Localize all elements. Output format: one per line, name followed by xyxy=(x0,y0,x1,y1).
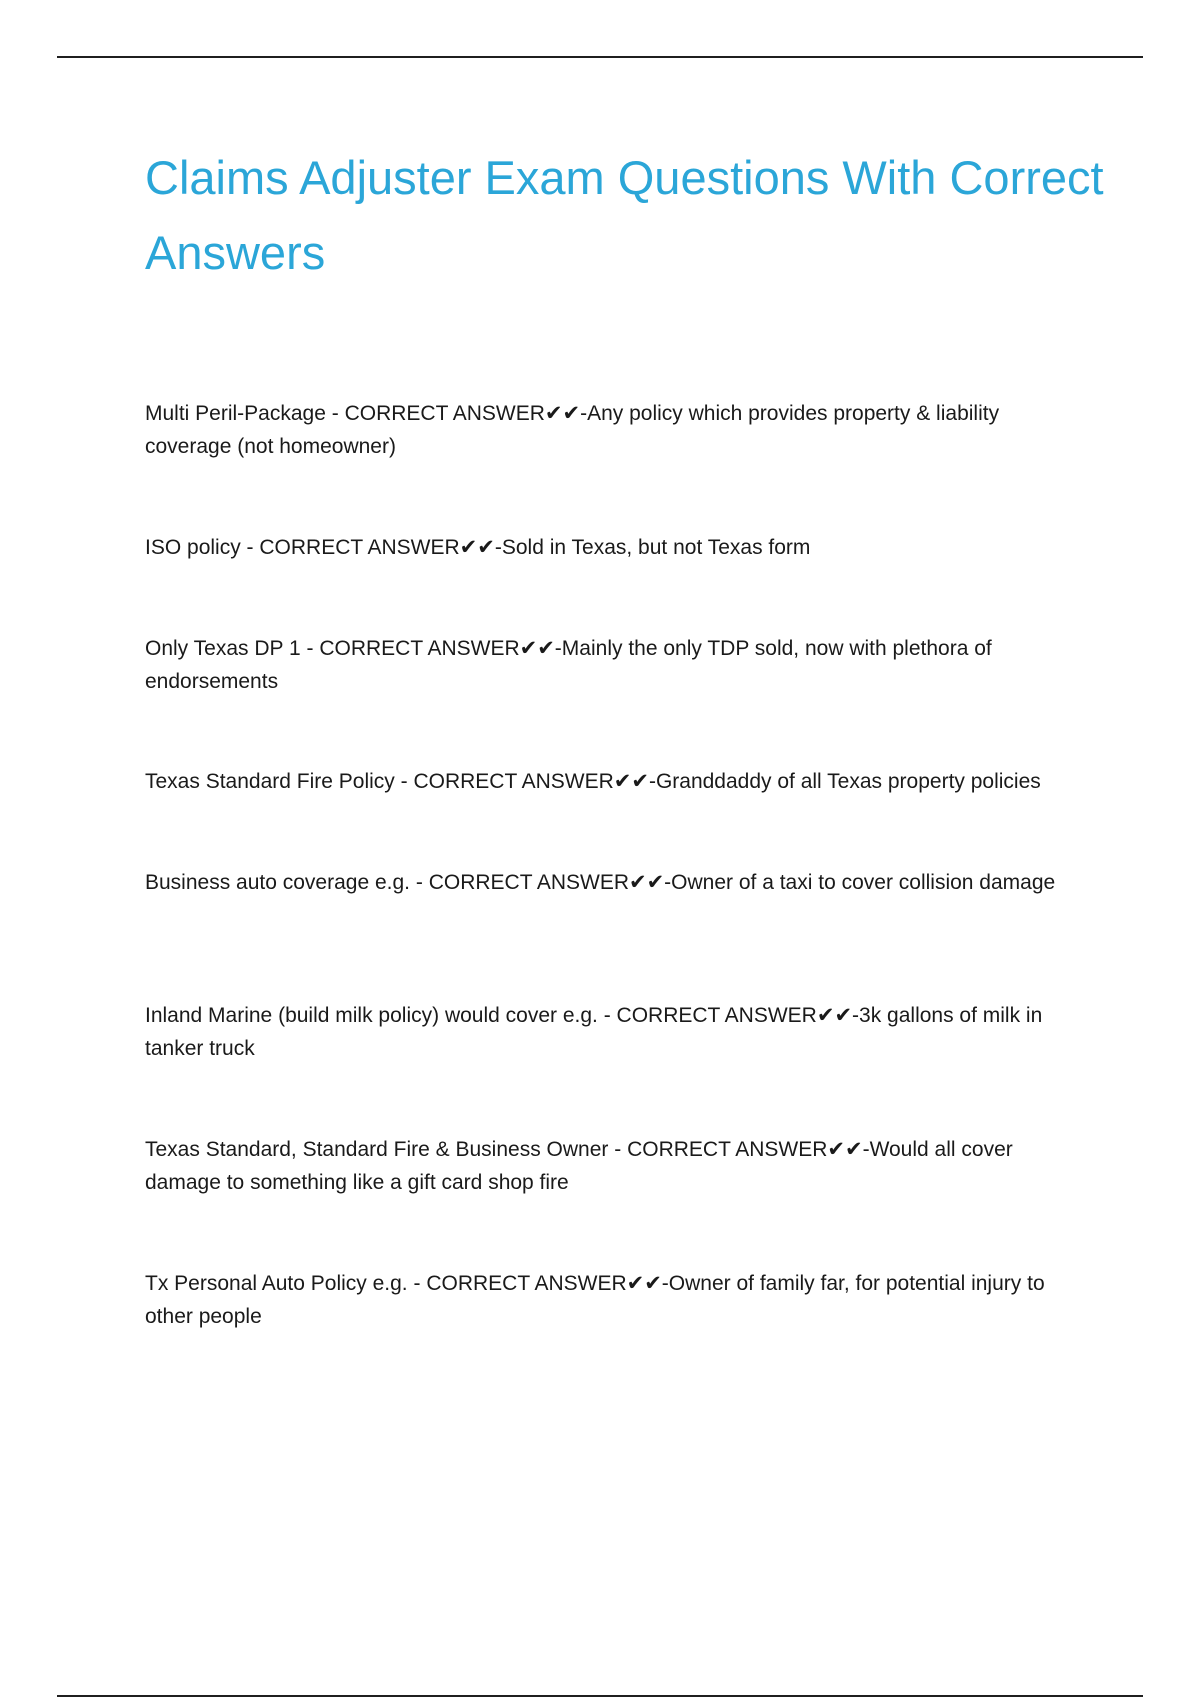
separator: - xyxy=(325,402,345,425)
answer-text: Would all cover damage to something like a gift card shop fire xyxy=(145,1138,1013,1194)
answer-text: Sold in Texas, but not Texas form xyxy=(501,536,811,559)
question-text: Tx Personal Auto Policy e.g. xyxy=(145,1272,408,1295)
question-text: Business auto coverage e.g. xyxy=(145,871,411,894)
answer-text: Any policy which provides property & liability coverage (not homeowner) xyxy=(145,402,1000,458)
answer-marker: CORRECT ANSWER✔✔- xyxy=(319,637,562,660)
answer-marker: CORRECT ANSWER✔✔- xyxy=(344,402,588,425)
answer-text: Owner of family far, for potential injury to other people xyxy=(145,1272,1045,1328)
question-text: Only Texas DP 1 xyxy=(145,637,301,660)
separator: - xyxy=(608,1138,628,1161)
answer-marker: CORRECT ANSWER✔✔- xyxy=(616,1004,860,1027)
answer-text: 3k gallons of milk in tanker truck xyxy=(145,1004,1043,1060)
page-title: Claims Adjuster Exam Questions With Correct Answers xyxy=(145,151,1104,279)
qa-item xyxy=(145,1267,1075,1333)
separator: - xyxy=(394,770,414,793)
qa-item xyxy=(145,866,1075,899)
answer-marker: CORRECT ANSWER✔✔- xyxy=(428,871,672,894)
answer-text: Owner of a taxi to cover collision damage xyxy=(671,871,1056,894)
qa-item xyxy=(145,999,1075,1065)
separator: - xyxy=(597,1004,617,1027)
top-rule xyxy=(57,56,1143,58)
separator: - xyxy=(240,536,260,559)
separator: - xyxy=(407,1272,427,1295)
answer-marker: CORRECT ANSWER✔✔- xyxy=(426,1272,669,1295)
bottom-rule xyxy=(57,1695,1143,1697)
answer-marker: CORRECT ANSWER✔✔- xyxy=(413,770,656,793)
separator: - xyxy=(410,871,429,894)
qa-item xyxy=(145,397,1075,463)
question-text: Texas Standard, Standard Fire & Business Owner xyxy=(145,1138,609,1161)
qa-item xyxy=(145,632,1075,698)
answer-text: Granddaddy of all Texas property policies xyxy=(655,770,1041,793)
answer-marker: CORRECT ANSWER✔✔- xyxy=(259,536,502,559)
qa-item xyxy=(145,765,1075,798)
qa-item xyxy=(145,531,1075,564)
answer-text: Mainly the only TDP sold, now with plethora of endorsements xyxy=(145,637,992,693)
question-text: Inland Marine (build milk policy) would cover e.g. xyxy=(145,1004,598,1027)
separator: - xyxy=(300,637,320,660)
question-text: ISO policy xyxy=(145,536,241,559)
answer-marker: CORRECT ANSWER✔✔- xyxy=(627,1138,870,1161)
question-text: Multi Peril-Package xyxy=(145,402,326,425)
qa-item xyxy=(145,1133,1075,1199)
question-text: Texas Standard Fire Policy xyxy=(145,770,395,793)
